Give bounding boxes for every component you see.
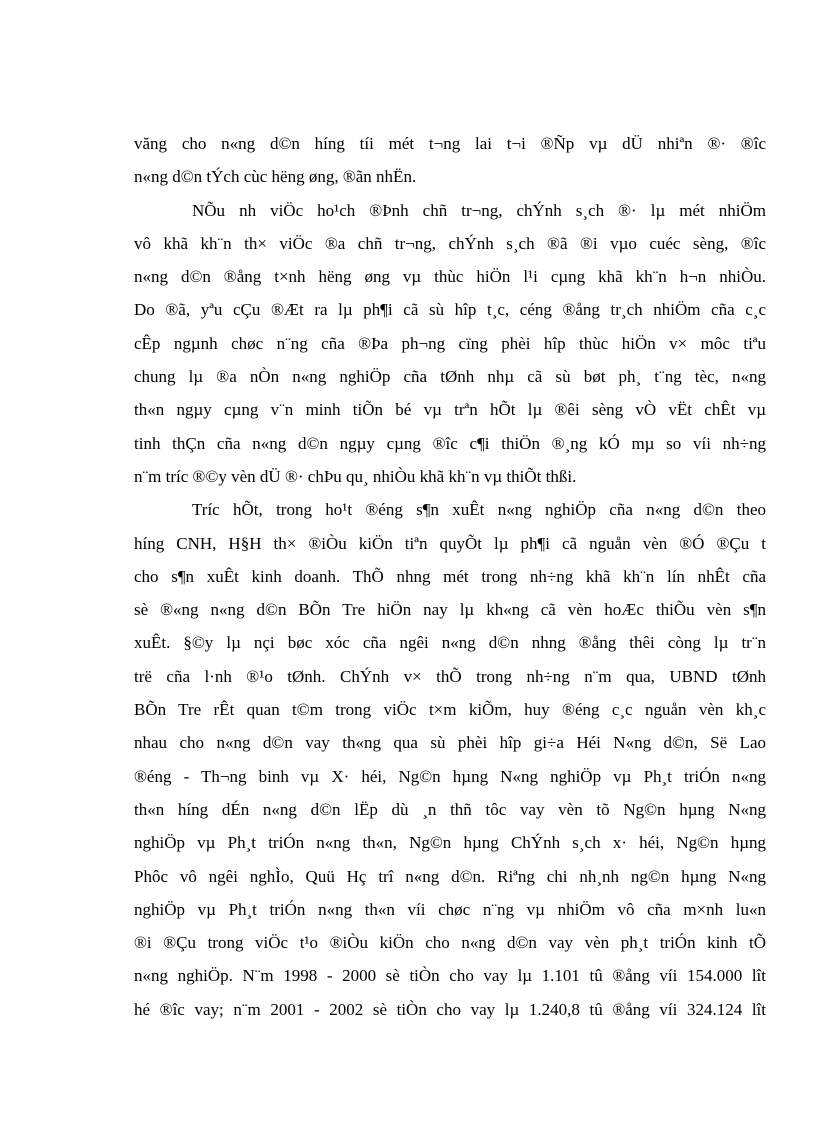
text-line: n«ng nghiÖp. N¨m 1998 - 2000 sè tiÒn cho vay lµ 1.101 tû ®ång víi 154.000 lît xyxy=(134,966,766,986)
text-line: trë cña l·nh ®¹o tØnh. ChÝnh v× thÕ trong nh÷ng n¨m qua, UBND tØnh xyxy=(134,666,766,686)
text-line: tinh thÇn cña n«ng d©n ngµy cµng ®îc c¶i thiÖn ®¸ng kÓ mµ so víi nh÷ng xyxy=(134,433,766,453)
text-line: văng cho n«ng d©n híng tíi mét t¬ng lai t¬i ®Ñp vµ dÜ nhiªn ®· ®îc xyxy=(134,134,766,153)
text-line: Tríc hÕt, trong ho¹t ®éng s¶n xuÊt n«ng nghiÖp cña n«ng d©n theo xyxy=(192,500,766,520)
text-line: th«n ngµy cµng v¨n minh tiÕn bé vµ trªn hÕt lµ ®êi sèng vÒ vËt chÊt vµ xyxy=(134,400,766,420)
text-line: NÕu nh viÖc ho¹ch ®Þnh chñ tr¬ng, chÝnh s¸ch ®· lµ mét nhiÖm xyxy=(192,200,766,220)
text-line: nghiÖp vµ Ph¸t triÓn n«ng th«n víi chøc n¨ng vµ nhiÖm vô cña m×nh lu«n xyxy=(134,899,766,919)
text-line: n«ng d©n tÝch cùc hëng øng, ®ãn nhËn. xyxy=(134,167,417,187)
text-line: sè ®«ng n«ng d©n BÕn Tre hiÖn nay lµ kh«ng cã vèn hoÆc thiÕu vèn s¶n xyxy=(134,600,766,620)
text-line: nghiÖp vµ Ph¸t triÓn n«ng th«n, Ng©n hµng ChÝnh s¸ch x· héi, Ng©n hµng xyxy=(134,833,766,853)
text-line: BÕn Tre rÊt quan t©m trong viÖc t×m kiÕm, huy ®éng c¸c nguån vèn kh¸c xyxy=(134,700,766,720)
text-line: th«n híng dÉn n«ng d©n lËp dù ¸n thñ tôc vay vèn tõ Ng©n hµng N«ng xyxy=(134,799,766,819)
text-line: Phôc vô ngêi nghÌo, Quü Hç trî n«ng d©n. Riªng chi nh¸nh ng©n hµng N«ng xyxy=(134,866,766,886)
text-line: n«ng d©n ®ång t×nh hëng øng vµ thùc hiÖn l¹i cµng khã kh¨n h¬n nhiÒu. xyxy=(134,267,766,287)
text-line: vô khã kh¨n th× viÖc ®a chñ tr¬ng, chÝnh s¸ch ®ã ®i vµo cuéc sèng, ®îc xyxy=(134,233,766,253)
text-line: cho s¶n xuÊt kinh doanh. ThÕ nhng mét trong nh÷ng khã kh¨n lín nhÊt cña xyxy=(134,566,766,586)
text-line: chung lµ ®a nÒn n«ng nghiÖp cña tØnh nhµ cã sù bøt ph¸ t¨ng tèc, n«ng xyxy=(134,367,766,387)
text-line: nhau cho n«ng d©n vay th«ng qua sù phèi hîp gi÷a Héi N«ng d©n, Së Lao xyxy=(134,733,766,753)
text-line: ®i ®Çu trong viÖc t¹o ®iÒu kiÖn cho n«ng d©n vay vèn ph¸t triÓn kinh tÕ xyxy=(134,933,766,953)
text-line: n¨m tríc ®©y vèn dÜ ®· chÞu qu¸ nhiÒu khã kh¨n vµ thiÕt thßi. xyxy=(134,466,577,486)
body-text xyxy=(134,127,766,1026)
text-line: xuÊt. §©y lµ nçi bøc xóc cña ngêi n«ng d©n nhng ®ång thêi còng lµ tr¨n xyxy=(134,633,766,653)
text-line: hé ®îc vay; n¨m 2001 - 2002 sè tiÒn cho vay lµ 1.240,8 tû ®ång víi 324.124 lît xyxy=(134,999,766,1019)
text-line: cÊp ngµnh chøc n¨ng cña ®Þa ph¬ng cïng phèi hîp thùc hiÖn v× môc tiªu xyxy=(134,333,766,353)
text-line: híng CNH, H§H th× ®iÒu kiÖn tiªn quyÕt lµ ph¶i cã nguån vèn ®Ó ®Çu t xyxy=(134,533,766,553)
text-line: ®éng - Th¬ng binh vµ X· héi, Ng©n hµng N«ng nghiÖp vµ Ph¸t triÓn n«ng xyxy=(134,766,766,786)
text-line: Do ®ã, yªu cÇu ®Æt ra lµ ph¶i cã sù hîp t¸c, céng ®ång tr¸ch nhiÖm cña c¸c xyxy=(134,300,766,320)
